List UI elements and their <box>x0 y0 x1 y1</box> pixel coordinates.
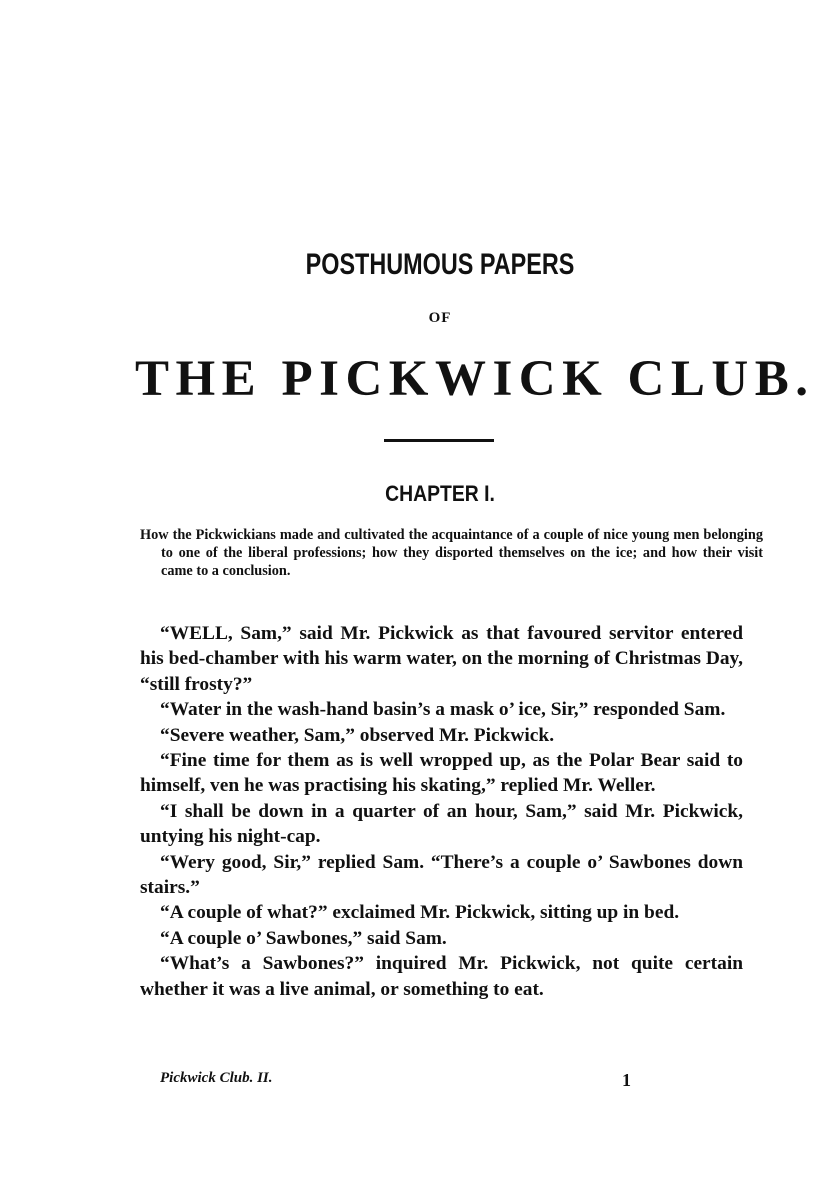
paragraph: “What’s a Sawbones?” inquired Mr. Pickwick, not quite certain whether it was a live animal, or something to eat. <box>140 953 743 1000</box>
page-title: THE PICKWICK CLUB. <box>135 351 815 407</box>
paragraph: “Severe weather, Sam,” observed Mr. Pickwick. <box>160 724 555 746</box>
chapter-heading: CHAPTER I. <box>385 481 495 506</box>
footer-signature: Pickwick Club. II. <box>160 1070 273 1086</box>
paragraph: “I shall be down in a quarter of an hour, Sam,” said Mr. Pickwick, untying his night-cap. <box>140 800 743 848</box>
header-posthumous-papers: POSTHUMOUS PAPERS <box>305 248 575 281</box>
header-of: OF <box>428 310 452 326</box>
paragraph: “WELL, Sam,” said Mr. Pickwick as that favoured servitor entered his bed-chamber with his warm water, on the morning of Christmas Day, “still frosty?” <box>140 623 743 695</box>
paragraph: “A couple o’ Sawbones,” said Sam. <box>160 927 447 949</box>
paragraph: “Fine time for them as is well wropped up, as the Polar Bear said to himself, ven he was practising his skating,” replied Mr. Weller. <box>140 750 743 797</box>
chapter-summary: How the Pickwickians made and cultivated the acquaintance of a couple of nice young men belonging to one of the liberal professions; how they disported themselves on the ice; and how their visit came to a conclusion. <box>140 527 763 579</box>
paragraph: “A couple of what?” exclaimed Mr. Pickwick, sitting up in bed. <box>160 902 680 924</box>
paragraph: “Water in the wash-hand basin’s a mask o’ ice, Sir,” responded Sam. <box>160 699 726 721</box>
page-number: 1 <box>622 1070 631 1090</box>
body-text <box>140 621 743 1002</box>
page-footer <box>160 1070 640 1092</box>
title-divider-rule <box>384 439 494 442</box>
paragraph: “Wery good, Sir,” replied Sam. “There’s a couple o’ Sawbones down stairs.” <box>140 851 743 899</box>
